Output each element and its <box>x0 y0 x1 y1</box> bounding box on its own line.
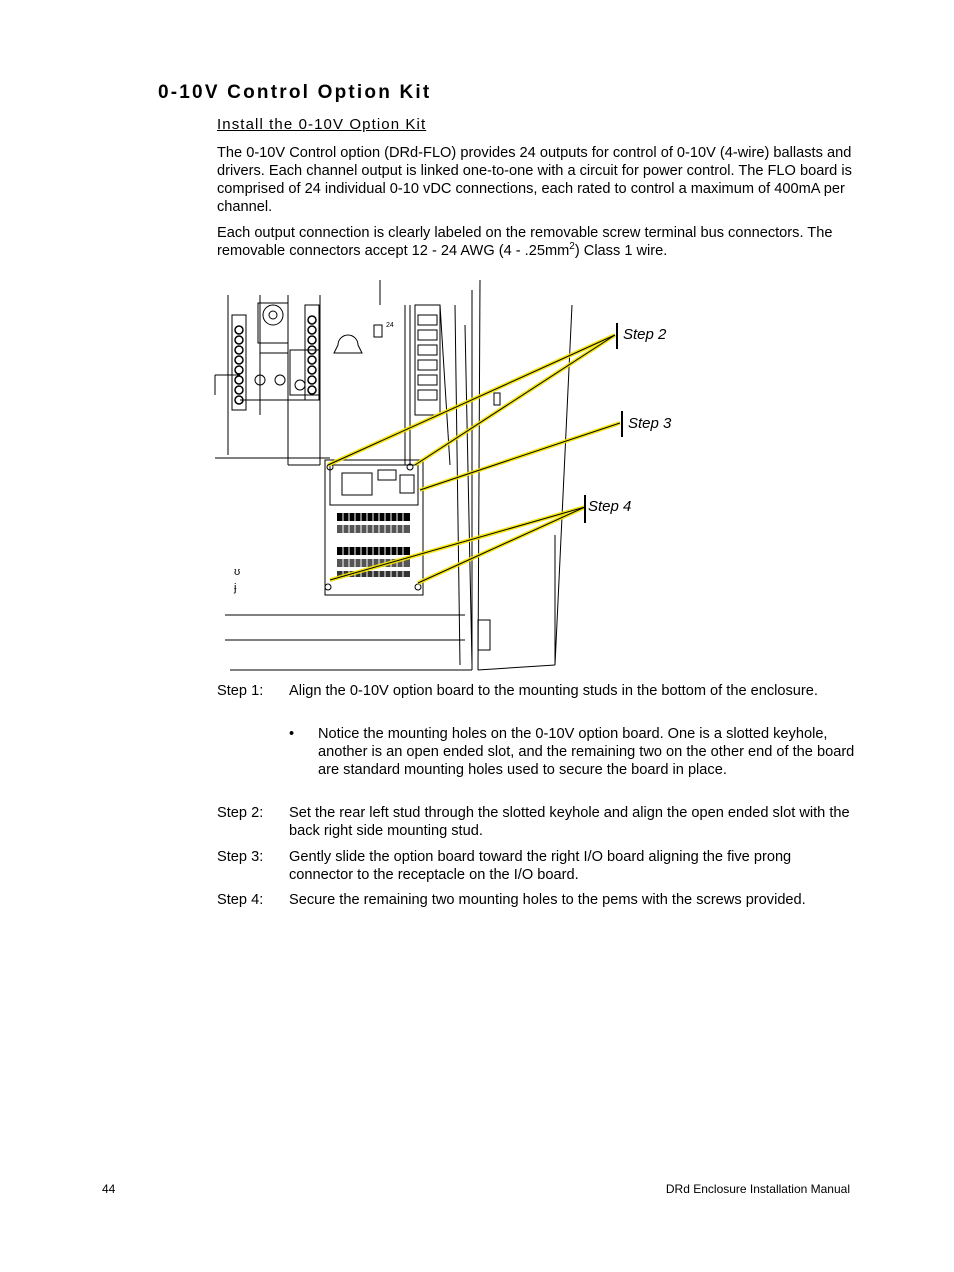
installation-diagram <box>210 275 680 675</box>
bullet-text: Notice the mounting holes on the 0-10V option board. One is a slotted keyhole, another is an open ended slot, and the remaining two on the other end of the board are standard mounting holes used to secure the board in place. <box>318 726 855 778</box>
page-title: 0-10V Control Option Kit <box>158 82 432 103</box>
step-text: Secure the remaining two mounting holes to the pems with the screws provided. <box>289 892 806 908</box>
footer-manual-title: DRd Enclosure Installation Manual <box>665 1182 850 1196</box>
svg-text:ʊ: ʊ <box>234 566 241 578</box>
bullet-icon: • <box>289 726 295 742</box>
step-number: Step 1: <box>217 683 264 699</box>
svg-text:ɉ: ɉ <box>234 582 237 594</box>
intro-paragraph: The 0-10V Control option (DRd-FLO) provides 24 outputs for control of 0-10V (4-wire) ballasts and drivers. Each channel output is linked one-to-one with a circuit for power control. The FLO board is comprised of 24 individual 0-10 vDC connections, each rated to control a maximum of 400mA per channel. <box>217 145 852 215</box>
step-text: Gently slide the option board toward the right I/O board aligning the five prong connector to the receptacle on the I/O board. <box>289 849 792 883</box>
step-number: Step 4: <box>217 892 264 908</box>
board-label: 24 <box>386 322 394 329</box>
step-number: Step 2: <box>217 805 264 821</box>
callout-step-4: Step 4 <box>588 498 632 515</box>
callout-step-3: Step 3 <box>628 415 672 432</box>
step-text: Set the rear left stud through the slotted keyhole and align the open ended slot with the back right side mounting stud. <box>289 805 850 839</box>
connector-text-a: Each output connection is clearly labeled on the removable screw terminal bus connectors. The removable connectors accept 12 - 24 AWG (4 - .25mm <box>217 225 833 259</box>
step-number: Step 3: <box>217 849 264 865</box>
section-subtitle: Install the 0-10V Option Kit <box>217 116 427 133</box>
connector-text-b: ) Class 1 wire. <box>574 243 668 259</box>
callout-step-2: Step 2 <box>623 326 667 343</box>
page-number: 44 <box>102 1182 116 1196</box>
step-text: Align the 0-10V option board to the mounting studs in the bottom of the enclosure. <box>289 683 818 699</box>
connector-paragraph <box>217 224 857 260</box>
superscript: 2 <box>569 241 575 253</box>
